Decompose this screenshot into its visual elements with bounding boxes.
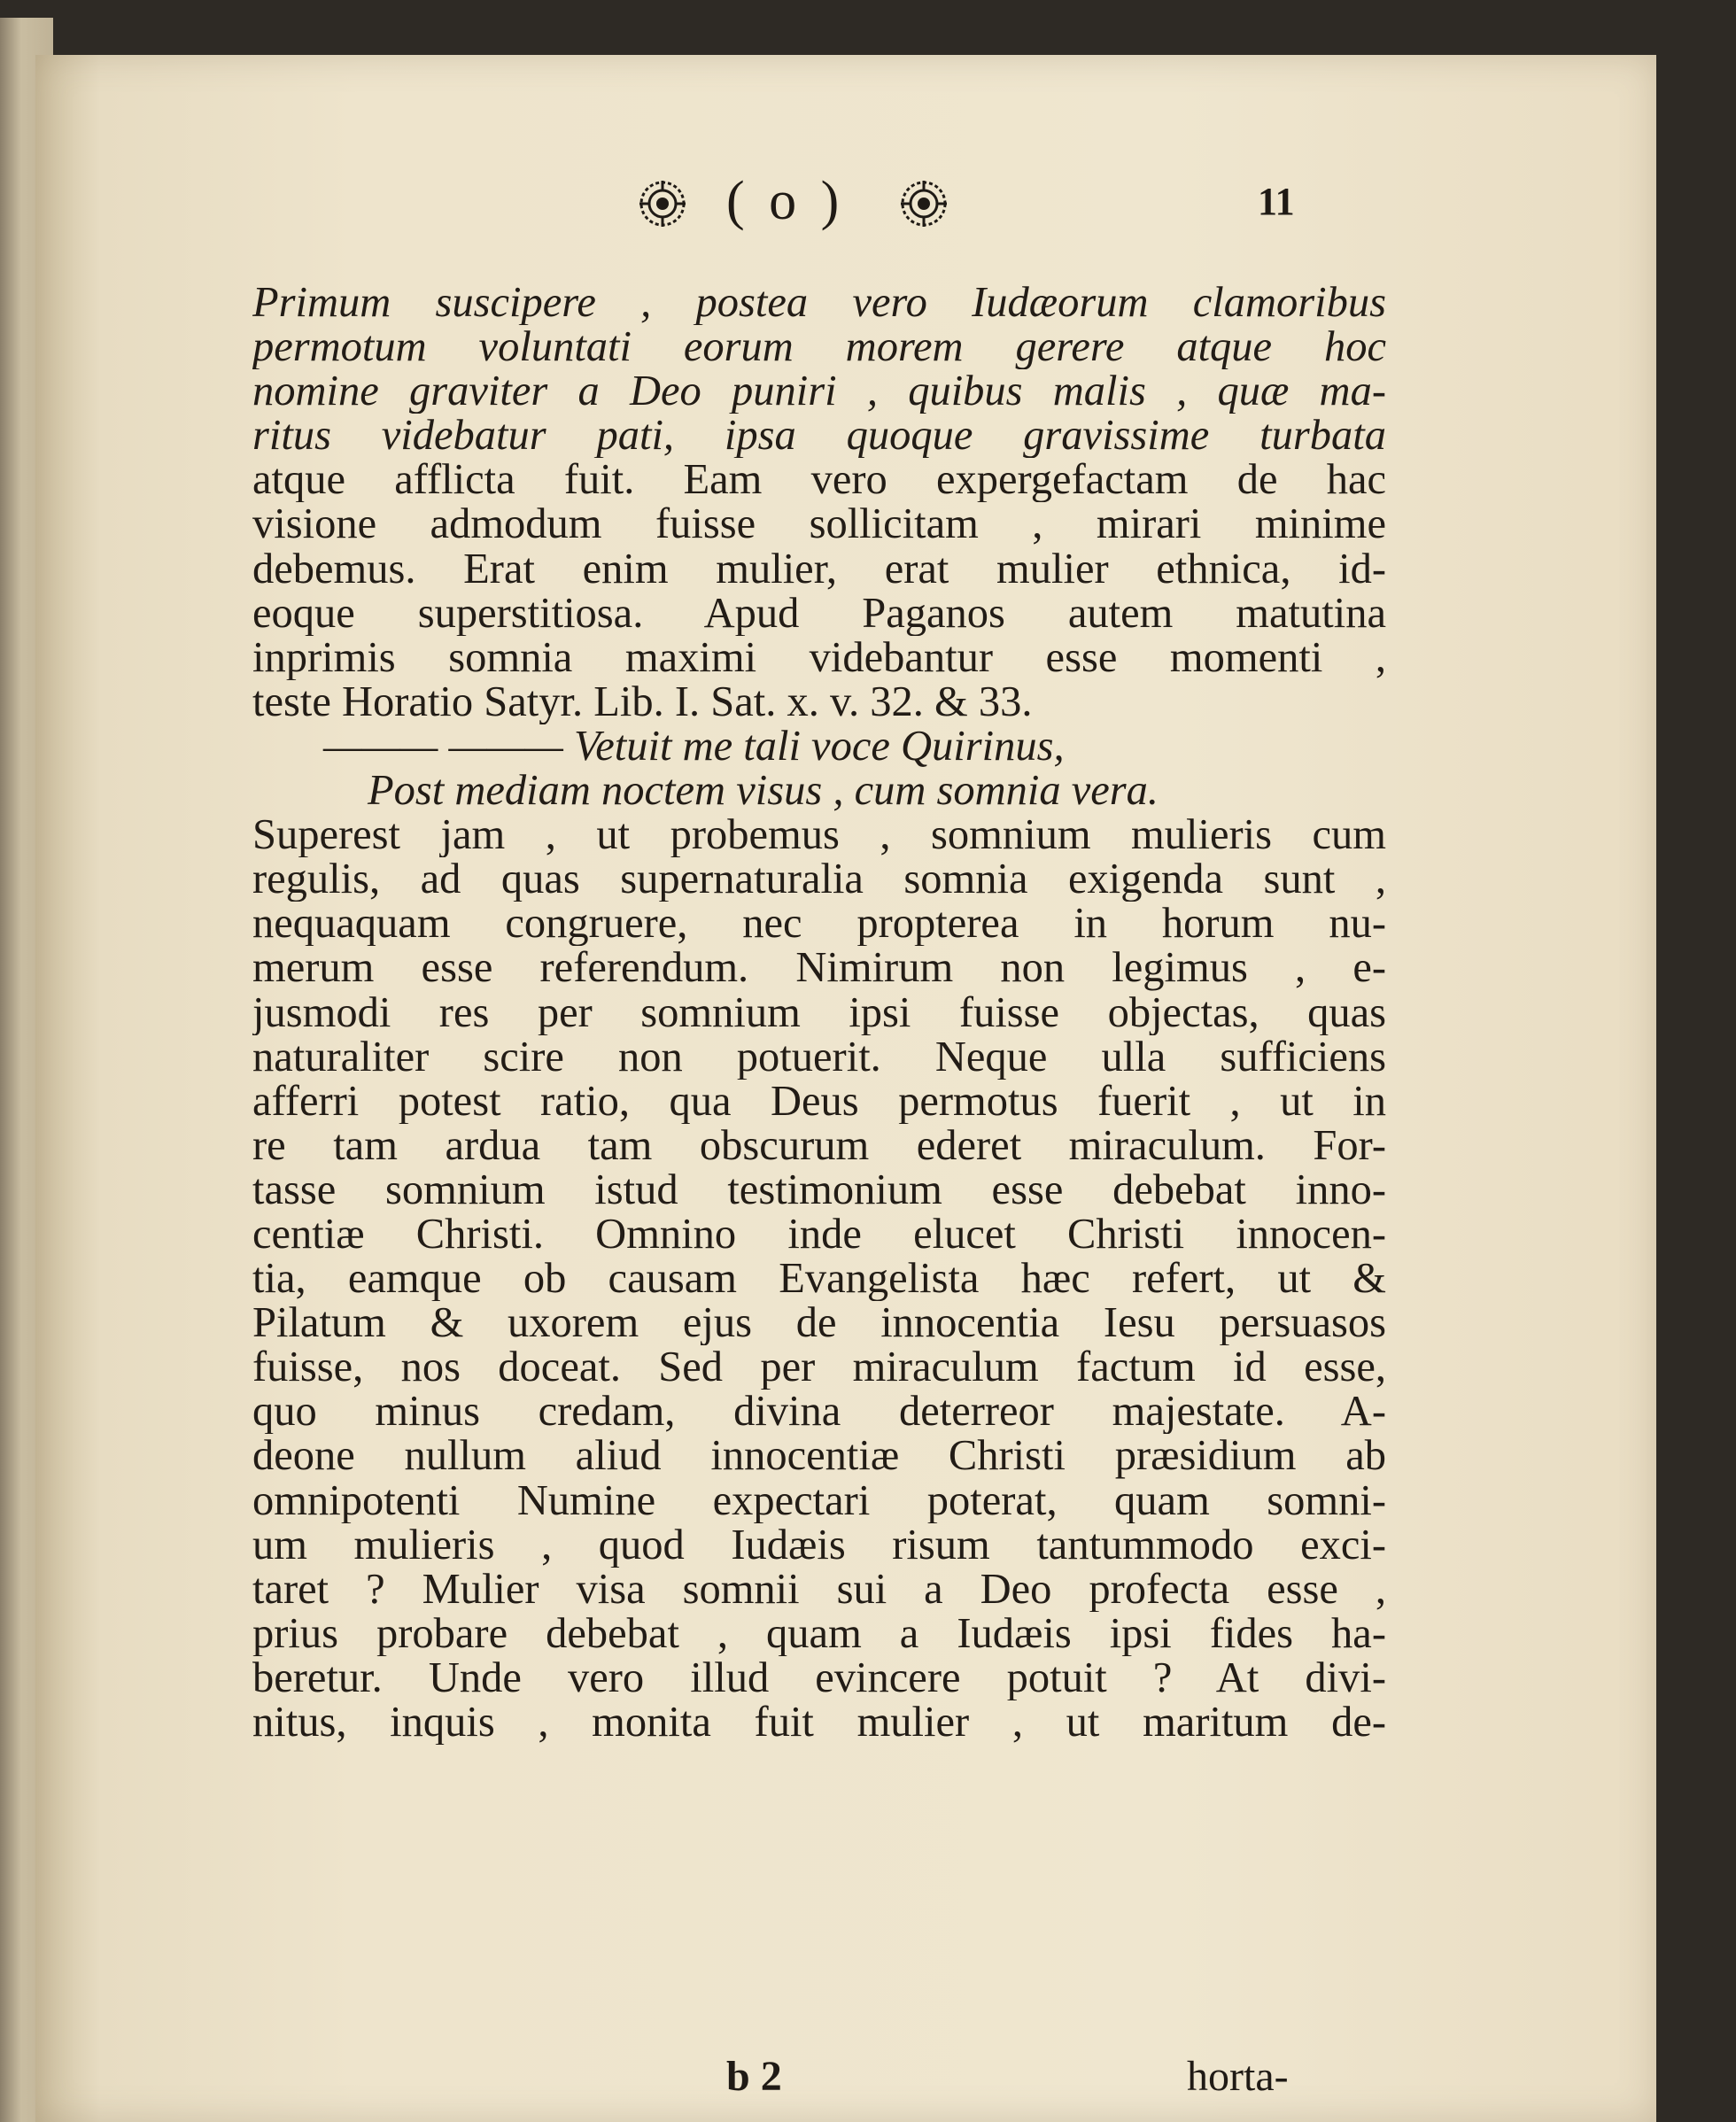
text-line: regulis, ad quas supernaturalia somnia exigenda sunt ,: [252, 857, 1386, 902]
text-line: jusmodi res per somnium ipsi fuisse objectas, quas: [252, 990, 1386, 1035]
text-line: nitus, inquis , monita fuit mulier , ut maritum de-: [252, 1700, 1386, 1746]
text-line: naturaliter scire non potuerit. Neque ulla sufficiens: [252, 1034, 1386, 1080]
text-line: prius probare debebat , quam a Iudæis ipsi fides ha-: [252, 1611, 1386, 1656]
signature-mark: b 2: [726, 2053, 782, 2100]
text-line: Post mediam noctem visus , cum somnia vera.: [368, 769, 1159, 814]
text-line: um mulieris , quod Iudæis risum tantummodo exci-: [252, 1522, 1386, 1568]
page-number: 11: [1258, 180, 1295, 223]
text-line: beretur. Unde vero illud evincere potuit ? At divi-: [252, 1655, 1386, 1700]
text-line: nequaquam congruere, nec propterea in horum nu-: [252, 902, 1386, 947]
text-line: Primum suscipere , postea vero Iudæorum clamoribus: [252, 281, 1386, 326]
text-line: afferri potest ratio, qua Deus permotus fuerit , ut in: [252, 1079, 1386, 1124]
text-line: Superest jam , ut probemus , somnium mulieris cum: [252, 813, 1386, 858]
text-line: ——— ——— Vetuit me tali voce Quirinus,: [323, 724, 1065, 770]
text-line: merum esse referendum. Nimirum non legimus , e-: [252, 946, 1386, 991]
text-line: eoque superstitiosa. Apud Paganos autem matutina: [252, 591, 1386, 636]
text-line: Pilatum & uxorem ejus de innocentia Iesu persuasos: [252, 1301, 1386, 1346]
text-line: quo minus credam, divina deterreor majestate. A-: [252, 1390, 1386, 1435]
page-header: [35, 170, 1656, 241]
text-line: ritus videbatur pati, ipsa quoque gravissime turbata: [252, 414, 1386, 459]
text-line: re tam ardua tam obscurum ederet miraculum. For-: [252, 1123, 1386, 1168]
page-footer: [35, 2052, 1656, 2105]
text-line: permotum voluntati eorum morem gerere atque hoc: [252, 325, 1386, 370]
book-page: [35, 55, 1656, 2122]
text-line: nomine graviter a Deo puniri , quibus malis , quæ ma-: [252, 369, 1386, 414]
text-line: tasse somnium istud testimonium esse debebat inno-: [252, 1167, 1386, 1212]
text-line: debemus. Erat enim mulier, erat mulier ethnica, id-: [252, 546, 1386, 592]
floral-ornament-icon: [638, 179, 687, 228]
running-head: ( o ): [726, 171, 845, 231]
body-text: [252, 281, 1386, 1745]
catchword: horta-: [1187, 2053, 1289, 2100]
text-line: teste Horatio Satyr. Lib. I. Sat. x. v. 32. & 33.: [252, 679, 1033, 724]
text-line: deone nullum aliud innocentiæ Christi præsidium ab: [252, 1434, 1386, 1479]
text-line: omnipotenti Numine expectari poterat, quam somni-: [252, 1478, 1386, 1523]
text-line: visione admodum fuisse sollicitam , mirari minime: [252, 502, 1386, 547]
floral-ornament-icon: [899, 179, 949, 228]
text-line: taret ? Mulier visa somnii sui a Deo profecta esse ,: [252, 1567, 1386, 1612]
text-line: inprimis somnia maximi videbantur esse momenti ,: [252, 635, 1386, 680]
text-line: tia, eamque ob causam Evangelista hæc refert, ut &: [252, 1257, 1386, 1302]
text-line: atque afflicta fuit. Eam vero expergefactam de hac: [252, 458, 1386, 503]
text-line: fuisse, nos doceat. Sed per miraculum factum id esse,: [252, 1345, 1386, 1390]
text-line: centiæ Christi. Omnino inde elucet Christi innocen-: [252, 1212, 1386, 1258]
